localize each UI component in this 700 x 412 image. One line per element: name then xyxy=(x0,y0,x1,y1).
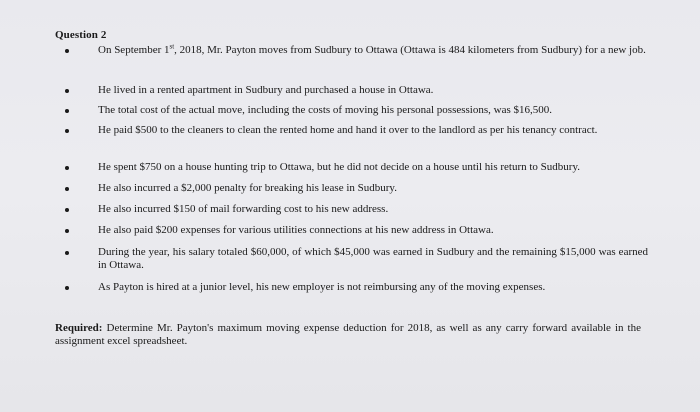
list-item xyxy=(98,281,648,294)
list-item xyxy=(98,246,648,272)
list-item-text: He spent $750 on a house hunting trip to Ottawa, but he did not decide on a house until his return to Sudbury. xyxy=(98,161,580,173)
bullet-icon xyxy=(65,129,69,133)
question-title: Question 2 xyxy=(55,29,107,41)
list-item xyxy=(98,224,648,237)
list-item-text: He paid $500 to the cleaners to clean the rented home and hand it over to the landlord as per his tenancy contract. xyxy=(98,124,598,136)
bullet-icon xyxy=(65,109,69,113)
list-item xyxy=(98,203,648,216)
list-item-text: The total cost of the actual move, including the costs of moving his personal possessions, was $16,500. xyxy=(98,104,552,116)
list-item xyxy=(98,84,648,97)
list-item xyxy=(98,161,648,174)
list-item xyxy=(98,182,648,195)
list-item-text: During the year, his salary totaled $60,000, of which $45,000 was earned in Sudbury and the remaining $15,000 was earned in Ottawa. xyxy=(98,246,648,271)
bullet-icon xyxy=(65,49,69,53)
bullet-icon xyxy=(65,208,69,212)
list-item xyxy=(98,124,648,137)
list-item-text: He also incurred a $2,000 penalty for breaking his lease in Sudbury. xyxy=(98,182,397,194)
bullet-icon xyxy=(65,229,69,233)
list-item-text: He lived in a rented apartment in Sudbury and purchased a house in Ottawa. xyxy=(98,84,434,96)
ordinal-suffix: st xyxy=(169,42,175,51)
list-item-text-end: , 2018, Mr. Payton moves from Sudbury to Ottawa (Ottawa is 484 kilometers from Sudbury) for a new job. xyxy=(174,44,646,56)
bullet-icon xyxy=(65,166,69,170)
bullet-icon xyxy=(65,187,69,191)
bullet-icon xyxy=(65,89,69,93)
bullet-icon xyxy=(65,286,69,290)
required-instruction xyxy=(55,322,641,347)
required-text: Determine Mr. Payton's maximum moving expense deduction for 2018, as well as any carry forward available in the assignment excel spreadsheet. xyxy=(55,322,641,347)
list-item-text: As Payton is hired at a junior level, his new employer is not reimbursing any of the moving expenses. xyxy=(98,281,546,293)
list-item-text-start: On September 1 xyxy=(98,44,170,56)
required-label: Required: xyxy=(55,322,103,334)
list-item-text: He also incurred $150 of mail forwarding cost to his new address. xyxy=(98,203,389,215)
bullet-icon xyxy=(65,251,69,255)
list-item xyxy=(98,44,648,57)
list-item xyxy=(98,104,648,117)
list-item-text: He also paid $200 expenses for various utilities connections at his new address in Ottawa. xyxy=(98,224,494,236)
